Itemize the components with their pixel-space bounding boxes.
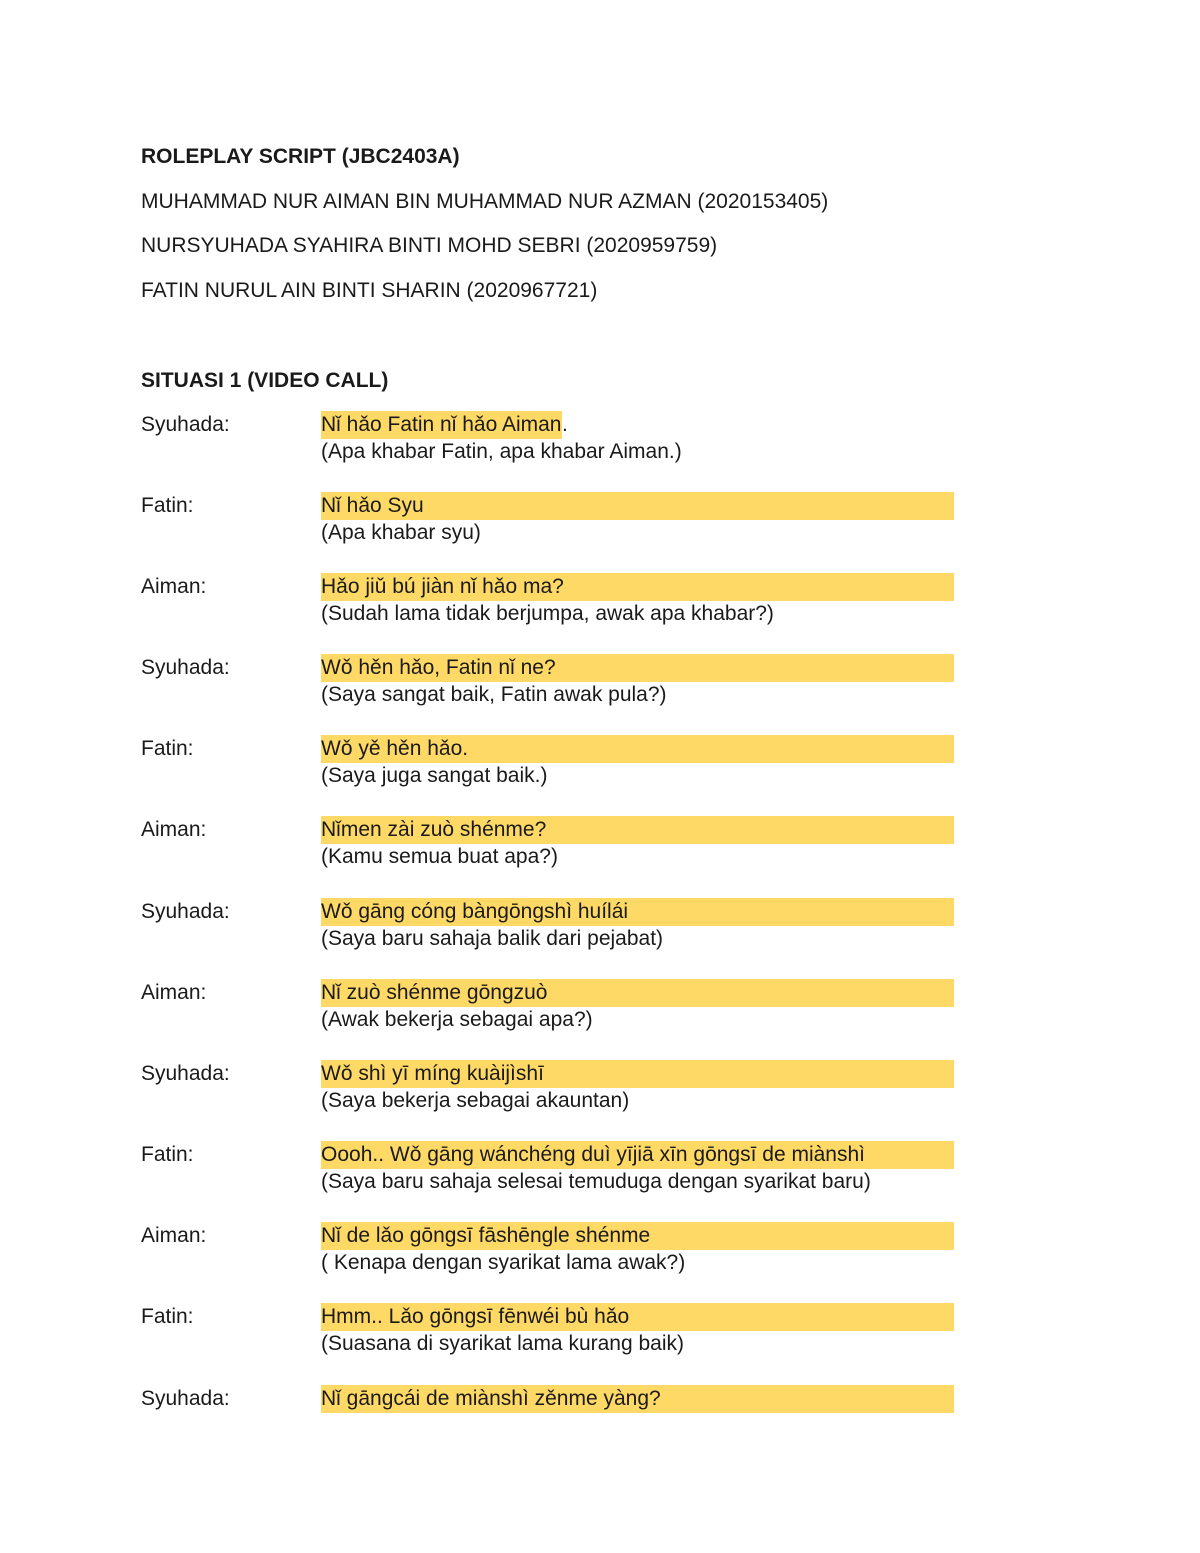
member-2: NURSYUHADA SYAHIRA BINTI MOHD SEBRI (2020959759) bbox=[141, 234, 718, 257]
speaker-name: Aiman: bbox=[141, 1224, 207, 1247]
translation-line: (Awak bekerja sebagai apa?) bbox=[321, 1008, 593, 1031]
translation-line: (Kamu semua buat apa?) bbox=[321, 845, 558, 868]
speaker-name: Syuhada: bbox=[141, 1062, 230, 1085]
translation-line: (Saya baru sahaja balik dari pejabat) bbox=[321, 927, 664, 950]
translation-line: (Saya bekerja sebagai akauntan) bbox=[321, 1089, 630, 1112]
pinyin-line: Nǐ de lǎo gōngsī fāshēngle shénme bbox=[321, 1222, 954, 1250]
speaker-name: Aiman: bbox=[141, 981, 207, 1004]
member-1: MUHAMMAD NUR AIMAN BIN MUHAMMAD NUR AZMAN (2020153405) bbox=[141, 190, 829, 213]
pinyin-line: Oooh.. Wǒ gāng wánchéng duì yījiā xīn gōngsī de miànshì bbox=[321, 1141, 954, 1169]
pinyin-line: Wǒ shì yī míng kuàijìshī bbox=[321, 1060, 954, 1088]
translation-line: (Sudah lama tidak berjumpa, awak apa khabar?) bbox=[321, 602, 774, 625]
pinyin-line: Nǐ hǎo Syu bbox=[321, 492, 954, 520]
situation-heading: SITUASI 1 (VIDEO CALL) bbox=[141, 369, 389, 392]
pinyin-line: Hǎo jiǔ bú jiàn nǐ hǎo ma? bbox=[321, 573, 954, 601]
pinyin-line: Hmm.. Lǎo gōngsī fēnwéi bù hǎo bbox=[321, 1303, 954, 1331]
translation-line: (Apa khabar syu) bbox=[321, 521, 481, 544]
translation-line: (Saya baru sahaja selesai temuduga dengan syarikat baru) bbox=[321, 1170, 871, 1193]
translation-line: (Suasana di syarikat lama kurang baik) bbox=[321, 1332, 685, 1355]
pinyin-line: Nǐ zuò shénme gōngzuò bbox=[321, 979, 954, 1007]
speaker-name: Fatin: bbox=[141, 1305, 194, 1328]
speaker-name: Fatin: bbox=[141, 737, 194, 760]
pinyin-line: Wǒ yě hěn hǎo. bbox=[321, 735, 954, 763]
script-title: ROLEPLAY SCRIPT (JBC2403A) bbox=[141, 145, 460, 168]
translation-line: (Saya sangat baik, Fatin awak pula?) bbox=[321, 683, 667, 706]
speaker-name: Syuhada: bbox=[141, 900, 230, 923]
pinyin-line: Nǐmen zài zuò shénme? bbox=[321, 816, 954, 844]
speaker-name: Aiman: bbox=[141, 575, 207, 598]
translation-line: ( Kenapa dengan syarikat lama awak?) bbox=[321, 1251, 686, 1274]
pinyin-line: Nǐ hǎo Fatin nǐ hǎo Aiman bbox=[321, 411, 562, 439]
pinyin-line: Wǒ hěn hǎo, Fatin nǐ ne? bbox=[321, 654, 954, 682]
speaker-name: Fatin: bbox=[141, 494, 194, 517]
speaker-name: Syuhada: bbox=[141, 413, 230, 436]
pinyin-trailing: . bbox=[562, 413, 568, 436]
translation-line: (Apa khabar Fatin, apa khabar Aiman.) bbox=[321, 440, 682, 463]
speaker-name: Syuhada: bbox=[141, 1387, 230, 1410]
pinyin-line: Nǐ gāngcái de miànshì zěnme yàng? bbox=[321, 1385, 954, 1413]
pinyin-line: Wǒ gāng cóng bàngōngshì huílái bbox=[321, 898, 954, 926]
member-3: FATIN NURUL AIN BINTI SHARIN (2020967721) bbox=[141, 279, 598, 302]
speaker-name: Fatin: bbox=[141, 1143, 194, 1166]
speaker-name: Syuhada: bbox=[141, 656, 230, 679]
translation-line: (Saya juga sangat baik.) bbox=[321, 764, 548, 787]
speaker-name: Aiman: bbox=[141, 818, 207, 841]
